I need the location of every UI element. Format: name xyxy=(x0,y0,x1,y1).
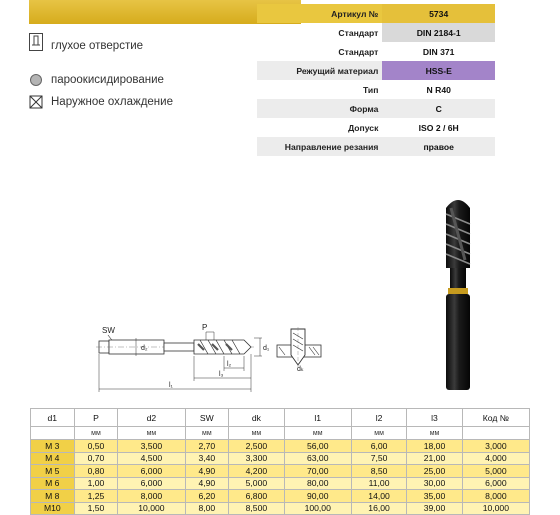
table-cell: 1,00 xyxy=(74,477,118,490)
spec-row-tolerance xyxy=(257,118,495,137)
table-cell: 25,00 xyxy=(407,465,462,478)
legend-item-steam-oxidized xyxy=(29,70,164,90)
spec-value: HSS-E xyxy=(382,61,495,80)
legend-text: глухое отверстие xyxy=(51,40,144,52)
col-header: d1 xyxy=(31,409,75,427)
tap-photo xyxy=(421,190,491,395)
tap-drawing xyxy=(84,316,274,396)
table-row xyxy=(31,465,530,478)
unit-cell: мм xyxy=(118,427,185,440)
table-units-row xyxy=(31,427,530,440)
hole-section-drawing xyxy=(275,325,325,377)
col-header: l2 xyxy=(351,409,406,427)
unit-cell: мм xyxy=(185,427,229,440)
table-cell: 5,000 xyxy=(229,477,284,490)
col-header: dk xyxy=(229,409,284,427)
col-header: d2 xyxy=(118,409,185,427)
spec-value: DIN 371 xyxy=(382,42,495,61)
unit-cell xyxy=(462,427,529,440)
table-cell: 30,00 xyxy=(407,477,462,490)
blind-hole-icon xyxy=(29,39,43,53)
spec-row-standard xyxy=(257,23,495,42)
table-cell: 6,000 xyxy=(118,465,185,478)
spec-row-direction xyxy=(257,137,495,156)
table-cell: 4,90 xyxy=(185,465,229,478)
spec-label: Допуск xyxy=(257,118,382,137)
table-header-row xyxy=(31,409,530,427)
table-cell: 7,50 xyxy=(351,452,406,465)
size-cell: M10 xyxy=(31,502,75,515)
external-cooling-icon xyxy=(29,95,43,109)
table-cell: 10,000 xyxy=(462,502,529,515)
table-cell: 90,00 xyxy=(284,490,351,503)
spec-label: Тип xyxy=(257,80,382,99)
spec-row-material xyxy=(257,61,495,80)
legend-item-blind-hole xyxy=(29,36,143,56)
table-cell: 0,80 xyxy=(74,465,118,478)
spec-value: DIN 2184-1 xyxy=(382,23,495,42)
spec-value: 5734 xyxy=(382,4,495,23)
table-cell: 6,000 xyxy=(462,477,529,490)
spec-label: Направление резания xyxy=(257,137,382,156)
label-l3: l₃ xyxy=(219,371,224,378)
col-header: l1 xyxy=(284,409,351,427)
legend-text: пароокисидирование xyxy=(51,74,164,86)
col-header: P xyxy=(74,409,118,427)
table-cell: 4,200 xyxy=(229,465,284,478)
table-cell: 1,25 xyxy=(74,490,118,503)
spec-table xyxy=(257,4,495,156)
spec-row-article xyxy=(257,4,495,23)
col-header: Код № xyxy=(462,409,529,427)
unit-cell xyxy=(31,427,75,440)
spec-value: ISO 2 / 6H xyxy=(382,118,495,137)
table-cell: 4,90 xyxy=(185,477,229,490)
dimensions-table xyxy=(30,408,530,515)
table-row xyxy=(31,452,530,465)
table-cell: 0,50 xyxy=(74,440,118,453)
spec-label: Стандарт xyxy=(257,42,382,61)
unit-cell: мм xyxy=(229,427,284,440)
steam-oxidized-icon xyxy=(29,73,43,87)
unit-cell: мм xyxy=(74,427,118,440)
table-cell: 6,000 xyxy=(118,477,185,490)
spec-value: правое xyxy=(382,137,495,156)
label-dk: dₖ xyxy=(297,366,304,373)
table-cell: 11,00 xyxy=(351,477,406,490)
size-cell: M 3 xyxy=(31,440,75,453)
unit-cell: мм xyxy=(351,427,406,440)
table-cell: 8,50 xyxy=(351,465,406,478)
legend-item-external-cooling xyxy=(29,92,173,112)
table-cell: 35,00 xyxy=(407,490,462,503)
size-cell: M 8 xyxy=(31,490,75,503)
label-d1: d₁ xyxy=(263,345,270,352)
table-cell: 8,00 xyxy=(185,502,229,515)
table-cell: 56,00 xyxy=(284,440,351,453)
table-row xyxy=(31,440,530,453)
spec-label: Артикул № xyxy=(257,4,382,23)
col-header: l3 xyxy=(407,409,462,427)
spec-row-standard xyxy=(257,42,495,61)
spec-row-form xyxy=(257,99,495,118)
col-header: SW xyxy=(185,409,229,427)
table-cell: 0,70 xyxy=(74,452,118,465)
table-cell: 4,500 xyxy=(118,452,185,465)
spec-row-type xyxy=(257,80,495,99)
table-cell: 3,40 xyxy=(185,452,229,465)
table-row xyxy=(31,490,530,503)
table-cell: 6,20 xyxy=(185,490,229,503)
label-sw: SW xyxy=(102,326,115,335)
size-cell: M 6 xyxy=(31,477,75,490)
label-p: P xyxy=(202,323,208,332)
table-cell: 16,00 xyxy=(351,502,406,515)
table-cell: 3,000 xyxy=(462,440,529,453)
table-cell: 18,00 xyxy=(407,440,462,453)
table-cell: 80,00 xyxy=(284,477,351,490)
table-cell: 6,00 xyxy=(351,440,406,453)
table-cell: 10,000 xyxy=(118,502,185,515)
table-cell: 3,500 xyxy=(118,440,185,453)
table-cell: 8,000 xyxy=(462,490,529,503)
table-cell: 2,70 xyxy=(185,440,229,453)
spec-label: Форма xyxy=(257,99,382,118)
label-d2: d₂ xyxy=(141,345,148,352)
table-cell: 100,00 xyxy=(284,502,351,515)
table-cell: 63,00 xyxy=(284,452,351,465)
table-cell: 3,300 xyxy=(229,452,284,465)
spec-label: Стандарт xyxy=(338,27,379,38)
size-cell: M 4 xyxy=(31,452,75,465)
table-cell: 14,00 xyxy=(351,490,406,503)
table-cell: 39,00 xyxy=(407,502,462,515)
table-cell: 8,500 xyxy=(229,502,284,515)
spec-value: C xyxy=(382,99,495,118)
size-cell: M 5 xyxy=(31,465,75,478)
spec-value: N R40 xyxy=(382,80,495,99)
legend-text: Наружное охлаждение xyxy=(51,96,173,108)
label-l1: l₁ xyxy=(169,382,173,389)
unit-cell: мм xyxy=(284,427,351,440)
table-cell: 70,00 xyxy=(284,465,351,478)
table-cell: 4,000 xyxy=(462,452,529,465)
table-cell: 5,000 xyxy=(462,465,529,478)
label-l2: l₂ xyxy=(227,361,232,368)
unit-cell: мм xyxy=(407,427,462,440)
table-cell: 6,800 xyxy=(229,490,284,503)
table-row xyxy=(31,477,530,490)
table-cell: 1,50 xyxy=(74,502,118,515)
table-cell: 2,500 xyxy=(229,440,284,453)
table-cell: 8,000 xyxy=(118,490,185,503)
table-cell: 21,00 xyxy=(407,452,462,465)
spec-label: Режущий материал xyxy=(257,61,382,80)
